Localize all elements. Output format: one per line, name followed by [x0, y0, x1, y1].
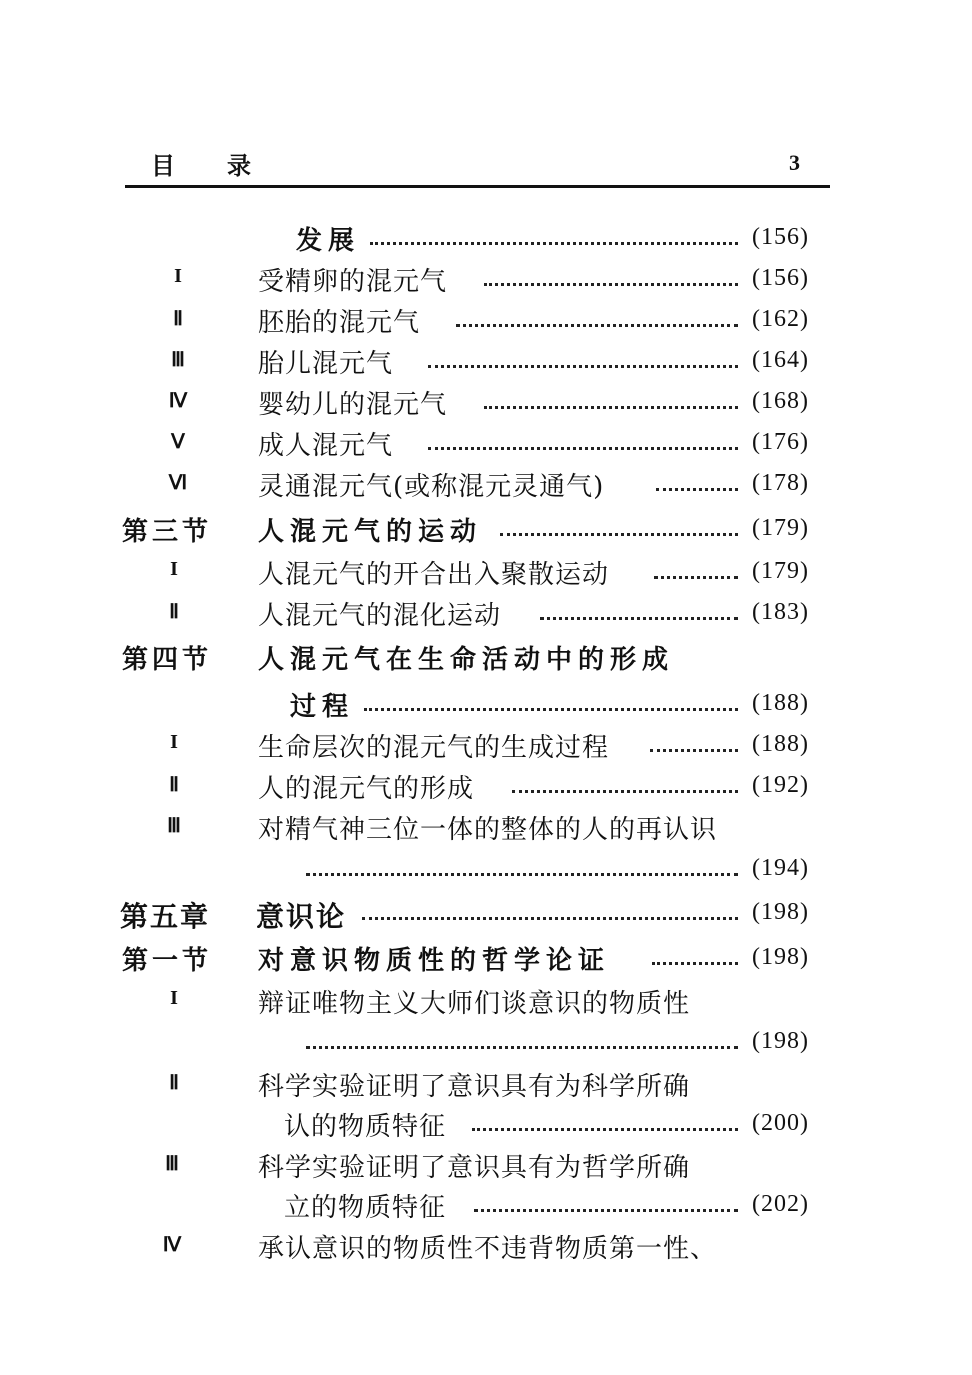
entry-page: (162) — [752, 306, 809, 332]
toc-entry — [0, 341, 972, 381]
leader-dots — [472, 1118, 738, 1131]
leader-dots — [512, 780, 738, 793]
leader-dots — [364, 698, 738, 711]
toc-entry — [0, 1064, 972, 1104]
entry-title: 成人混元气 — [258, 431, 394, 461]
entry-number: Ⅳ — [168, 390, 188, 412]
toc-entry — [0, 849, 972, 889]
section-label: 第三节 — [122, 517, 213, 547]
entry-title: 承认意识的物质性不违背物质第一性、 — [258, 1234, 718, 1264]
toc-entry — [0, 637, 972, 677]
leader-dots — [500, 523, 738, 536]
leader-dots — [428, 355, 738, 368]
entry-number: I — [170, 987, 178, 1009]
entry-number: Ⅱ — [169, 774, 179, 796]
leader-dots — [652, 952, 738, 965]
entry-title: 人的混元气的形成 — [258, 774, 475, 804]
toc-entry — [0, 1226, 972, 1266]
toc-entry — [0, 766, 972, 806]
header-title: 目录 — [151, 151, 303, 180]
leader-dots — [370, 232, 738, 245]
entry-title: 婴幼儿的混元气 — [258, 390, 448, 420]
entry-title: 辩证唯物主义大师们谈意识的物质性 — [258, 989, 691, 1019]
section-label: 第四节 — [122, 645, 213, 675]
toc-entry — [0, 807, 972, 847]
leader-dots — [428, 437, 738, 450]
entry-number: Ⅱ — [173, 308, 183, 330]
entry-page: (178) — [752, 470, 809, 496]
header-rule — [125, 185, 830, 188]
toc-entry — [0, 218, 972, 258]
toc-entry — [0, 464, 972, 504]
leader-dots — [650, 739, 738, 752]
entry-number: Ⅳ — [162, 1234, 182, 1256]
entry-page: (168) — [752, 388, 809, 414]
toc-entry — [0, 552, 972, 592]
entry-page: (198) — [752, 899, 809, 925]
entry-title: 过程 — [290, 692, 355, 722]
entry-title: 科学实验证明了意识具有为哲学所确 — [258, 1153, 691, 1183]
entry-title: 对意识物质性的哲学论证 — [258, 946, 611, 976]
leader-dots — [306, 863, 738, 876]
page-header — [125, 146, 830, 190]
entry-page: (198) — [752, 1028, 809, 1054]
entry-page: (183) — [752, 599, 809, 625]
entry-page: (202) — [752, 1191, 809, 1217]
leader-dots — [362, 907, 738, 920]
entry-number: I — [174, 265, 182, 287]
toc-entry — [0, 893, 972, 933]
leader-dots — [484, 273, 738, 286]
entry-number: Ⅱ — [169, 601, 179, 623]
entry-number: Ⅴ — [171, 431, 185, 453]
entry-title: 发展 — [296, 226, 361, 256]
toc-entry — [0, 1022, 972, 1062]
entry-title: 意识论 — [256, 900, 347, 933]
entry-title: 受精卵的混元气 — [258, 267, 448, 297]
toc-entry — [0, 509, 972, 549]
entry-title: 认的物质特征 — [284, 1112, 447, 1142]
entry-title: 人混元气在生命活动中的形成 — [258, 645, 675, 675]
entry-title: 科学实验证明了意识具有为科学所确 — [258, 1072, 691, 1102]
entry-number: Ⅲ — [171, 349, 185, 371]
toc-entry — [0, 382, 972, 422]
toc-entry — [0, 300, 972, 340]
entry-number: I — [170, 731, 178, 753]
toc-entry — [0, 725, 972, 765]
toc-entry — [0, 593, 972, 633]
leader-dots — [456, 314, 738, 327]
toc-entry — [0, 981, 972, 1021]
page-number: 3 — [789, 150, 800, 175]
chapter-label: 第五章 — [120, 900, 211, 933]
section-label: 第一节 — [122, 946, 213, 976]
entry-page: (179) — [752, 515, 809, 541]
toc-entry — [0, 423, 972, 463]
entry-page: (194) — [752, 855, 809, 881]
entry-page: (156) — [752, 265, 809, 291]
entry-number: Ⅱ — [169, 1072, 179, 1094]
entry-title: 人混元气的混化运动 — [258, 601, 502, 631]
leader-dots — [484, 396, 738, 409]
entry-page: (192) — [752, 772, 809, 798]
leader-dots — [656, 478, 738, 491]
entry-number: I — [170, 558, 178, 580]
toc-entry — [0, 259, 972, 299]
entry-page: (164) — [752, 347, 809, 373]
entry-title: 灵通混元气(或称混元灵通气) — [258, 472, 605, 502]
entry-title: 对精气神三位一体的整体的人的再认识 — [258, 815, 718, 845]
entry-title: 人混元气的开合出入聚散运动 — [258, 560, 610, 590]
toc-entry — [0, 938, 972, 978]
entry-title: 胚胎的混元气 — [258, 308, 421, 338]
toc-entry — [0, 1104, 972, 1144]
toc-entry — [0, 1145, 972, 1185]
entry-page: (176) — [752, 429, 809, 455]
entry-title: 胎儿混元气 — [258, 349, 394, 379]
entry-title: 立的物质特征 — [284, 1193, 447, 1223]
entry-page: (200) — [752, 1110, 809, 1136]
leader-dots — [306, 1036, 738, 1049]
toc-entry — [0, 1185, 972, 1225]
leader-dots — [540, 607, 738, 620]
entry-page: (198) — [752, 944, 809, 970]
entry-number: Ⅵ — [168, 472, 188, 494]
entry-number: Ⅲ — [167, 815, 181, 837]
entry-page: (156) — [752, 224, 809, 250]
entry-number: Ⅲ — [165, 1153, 179, 1175]
entry-page: (188) — [752, 690, 809, 716]
leader-dots — [474, 1199, 738, 1212]
toc-entry — [0, 684, 972, 724]
entry-title: 生命层次的混元气的生成过程 — [258, 733, 610, 763]
entry-title: 人混元气的运动 — [258, 517, 483, 547]
entry-page: (188) — [752, 731, 809, 757]
leader-dots — [654, 566, 738, 579]
entry-page: (179) — [752, 558, 809, 584]
